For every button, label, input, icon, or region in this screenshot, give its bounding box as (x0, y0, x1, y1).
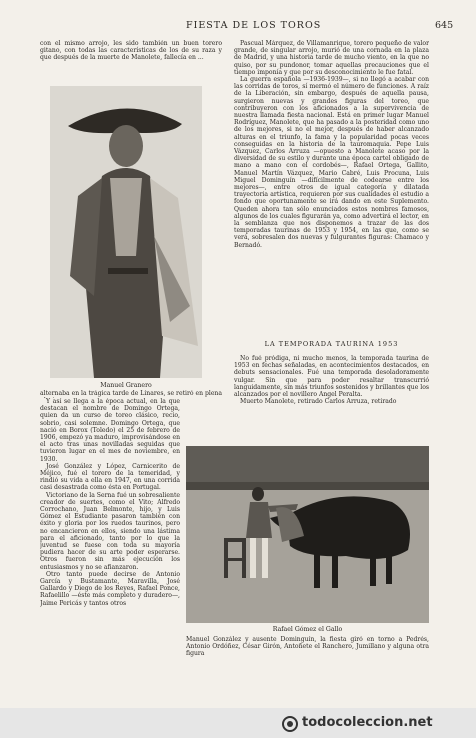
left-column-main-text (40, 398, 180, 720)
paragraph: alternaba en la trágica tarde de Linares, se retiró en plena (40, 390, 222, 397)
paragraph: Muerto Manolete, retirado Carlos Arruza, retirado (240, 398, 397, 406)
paragraph: Pascual Márquez, de Villamanrique, torero pequeño de valor grande, de singular arrojo, murió de una cornada en la plaza de Madrid, y una historia tarde de mucho viento, en la que no quiso, por su pundonor, tomar aquellas precauciones que el tiempo imponía y que por su desconocimiento le fue fatal. (234, 40, 429, 76)
bullfight-photo-caption: Rafael Gómez el Gallo (272, 626, 343, 633)
left-column-top-text (40, 40, 222, 74)
bullfight-illustration (186, 446, 429, 623)
paragraph: Manuel González y ausente Dominguín, la fiesta giró en torno a Pedrés, Antonio Ordóñez, César Girón, Antoñete el Ranchero, Jumillano y alguna otra figura (186, 636, 429, 658)
right-column-top-text (234, 40, 429, 312)
running-head-title: FIESTA DE LOS TOROS (186, 20, 322, 31)
section-heading: LA TEMPORADA TAURINA 1953 (264, 340, 399, 348)
matador-illustration (50, 86, 202, 378)
paragraph: No fué pródiga, ni mucho menos, la temporada taurina de 1953 en fechas señaladas, en acontecimientos destacados, en debuts sensacionales. Fué una temporada desoladoramente vulgar. Sin que para poder resaltar transcurrió languidamente, sin más triunfos sostenidos y brillantes que los alcanzados por el novillero Angel Peralta. (234, 355, 429, 399)
page-number: 645 (435, 20, 454, 31)
left-column-mid-text (40, 390, 222, 398)
paragraph: con el mismo arrojo, les sido también un buen torero gitano, con todas las características de los de su raza y que después de la muerte de Manolete, fallecía en ... (40, 40, 222, 62)
paragraph: La guerra española —1936-1939—, si no llegó a acabar con las corridas de toros, sí mermó el número de funciones. A raíz de la Liberación, sin embargo, después de aquella pausa, surgieron nuevas y grandes figuras del toreo, que contribuyeron con los aficionados a la supervivencia de nuestra llamada fiesta nacional. Está en primer lugar Manuel Rodríguez, Manolete, que ha pasado a la posteridad como uno de los mejores, si no el mejor, después de haber alcanzado alturas en el triunfo, la fama y la popularidad pocas veces conseguidas en la historia de la tauromaquia. Pepe Luis Vázquez, Carlos Arruza —opuesto a Manolete acaso por la diversidad de su estilo y durante una época cartel obligado de mano a mano con el cordobés—, Rafael Ortega, Gallito, Manuel Martín Vázquez, Mario Cabré, Luis Procuna, Luis Miguel Dominguín —difícilmente de codearse entre los mejores—, entre otros de igual categoría y dilatada trayectoria artística, requieren por sus cualidades el estudio a fondo que oportunamente se irá dando en este Suplemento. Queden ahora tan sólo enunciados estos nombres famosos, algunos de los cuales figurarán ya, como advertirá el lector, en la semblanza que nos disponemos a trazar de las dos temporadas taurinas de 1953 y 1954, en las que, como se verá, sobresalen dos nuevas y fulgurantes figuras: Chamaco y Bernadó. (234, 76, 429, 249)
matador-portrait-photo (50, 86, 202, 378)
matador-photo-caption: Manuel Granero (100, 382, 152, 389)
bullfight-photo (186, 446, 429, 623)
running-head (0, 20, 476, 36)
paragraph: José González y López, Carnicerito de Méjico, fué el torero de la temeridad, y rindió su vida a ella en 1947, en una corrida casi desastrada como ésta en Portugal. (40, 462, 180, 492)
watermark-text: todocoleccion.net (302, 715, 433, 730)
paragraph: Victoriano de la Serna fué un sobresaliente creador de suertes, como el Vito; Alfredo Corrochano, Juan Belmonte, hijo, y Luis Gómez el Estudiante pasaron también con éxito y gloria por los ruedos taurinos, pero no encancieron en ellos, siendo una lástima para el aficionado, tanto por lo que la juventud se fuese con toda su mayoría pudiera hacer de su arte poder esperarse. Otros fueron sin más ejecución los entusiasmos y no se afianzaron. (40, 491, 180, 571)
paragraph: Y así se llega a la época actual, en la que destacan el nombre de Domingo Ortega, quien da un curso de toreo clásico, recio, sobrio, casi solemne. Domingo Ortega, que nació en Borox (Toledo) el 25 de febrero de 1906, empezó ya maduro, improvisándose en el acto tras unas novilladas seguidas que tuvieron lugar en el mes de noviembre, en 1930. (40, 398, 180, 463)
watermark-bar (0, 708, 476, 738)
paragraph: Otro tanto puede decirse de Antonio García y Bustamante, Maravilla, José Gallardo y Diego de los Reyes, Rafael Ponce, Rafaelillo —éste más completo y duradero—, Jaime Pericás y tantos otros (40, 570, 180, 607)
right-column-mid-text (234, 355, 429, 445)
todocoleccion-logo-icon (282, 716, 298, 732)
